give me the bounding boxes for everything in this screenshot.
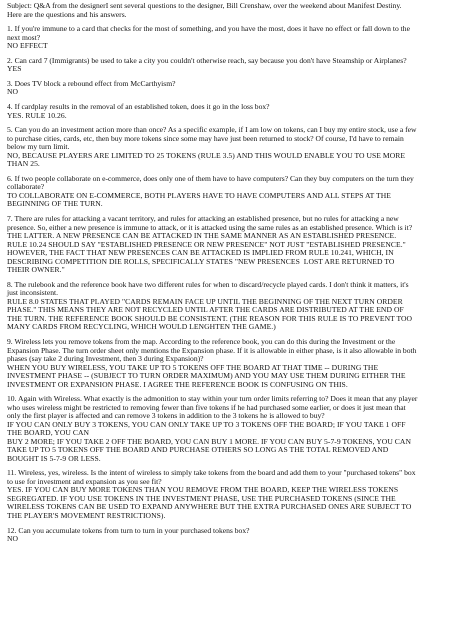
qa-item-7 [7,215,445,275]
answer-text: YES. IF YOU CAN BUY MORE TOKENS THAN YOU REMOVE FROM THE BOARD, KEEP THE WIRELESS TOKENS SEGREGATED. IF YOU USE TOKENS IN THE INVESTMENT PHASE, USE THE PURCHASED TOKENS (SINCE THE WIRELESS TOKENS CAN BE USED TO EXPAND ANYWHERE BUT THE EXTRA PURCHASED ONES ARE SUBJECT TO THE PLAYER'S MOVEMENT RESTRICTIONS). [7,485,412,520]
email-intro: Subject: Q&A from the designerI sent several questions to the designer, Bill Crenshaw, over the weekend about Manifest Destiny. Here are the questions and his answers. [7,1,402,19]
answer-text: WHEN YOU BUY WIRELESS, YOU TAKE UP TO 5 TOKENS OFF THE BOARD AT THAT TIME -- DURING THE INVESTMENT PHASE -- (SUBJECT TO TURN ORDER MAXIMUM) AND YOU MAY USE THEM DURING EITHER THE INVESTMENT OR EXPANSION PHASE. I AGREE THE REFERENCE BOOK IS CONFUSING ON THIS. [7,362,406,389]
question-text: 3. Does TV block a rebound effect from McCarthyism? [7,78,176,88]
qa-item-11 [7,469,445,520]
question-text: 8. The rulebook and the reference book have two different rules for when to discard/recycle played cards. I don't think it matters, it's just inconsistent. [7,279,409,298]
question-text: 9. Wireless lets you remove tokens from the map. According to the reference book, you can do this during the Investment or the Expansion Phase. The turn order sheet only mentions the Expansion phase. If it is allowable in either phase, is it also allowable in both phases (say take 2 during Investment, then 3 during Expansion)? [7,337,417,363]
answer-text: NO, BECAUSE PLAYERS ARE LIMITED TO 25 TOKENS (RULE 3.5) AND THIS WOULD ENABLE YOU TO USE MORE THAN 25. [7,150,406,169]
answer-text: YES [7,64,22,74]
answer-text: YES. RULE 10.26. [7,110,67,120]
answer-text: RULE 8.0 STATES THAT PLAYED "CARDS REMAIN FACE UP UNTIL THE BEGINNING OF THE NEXT TURN ORDER PHASE." THIS MEANS THEY ARE NOT RECYCLED UNTIL AFTER THE CARDS ARE DISTRIBUTED AT THE END OF THE TURN. THE REFERENCE BOOK SHOULD BE CONSISTENT. (THE REASON FOR THIS RULE IS TO PREVENT TOO MANY CARDS FROM RECYCLING, WHICH WOULD LENGHTEN THE GAME.) [7,296,413,332]
question-text: 10. Again with Wireless. What exactly is the admonition to stay within your turn order limits referring to? Does it mean that any player who uses wireless might be restricted to removing fewer than five tokens if he had purchased some earlier, or does it just mean that only the first player is affected and can remove 3 tokens in addition to the 3 tokens he is allowed to buy? [7,394,418,421]
answer-text: NO [7,87,19,97]
answer-text: TO COLLABORATE ON E-COMMERCE, BOTH PLAYERS HAVE TO HAVE COMPUTERS AND ALL STEPS AT THE BEGINNING OF THE TURN. [7,190,391,209]
qa-item-1 [7,25,445,51]
question-text: 5. Can you do an investment action more than once? As a specific example, if I am low on tokens, can I buy my entire stock, use a few to purchase cities, cards, etc, then buy more tokens since some may have just been returned to stock? Of course, I'd have to remain below my turn limit. [7,125,417,152]
qa-item-4 [7,103,445,120]
qa-item-12 [7,527,445,544]
qa-item-3 [7,80,445,97]
question-text: 1. If you're immune to a card that checks for the most of something, and you have the most, does it have no effect or fall down to the next most? [7,24,410,42]
qa-item-10 [7,395,445,463]
answer-text: IF YOU CAN ONLY BUY 3 TOKENS, YOU CAN ONLY TAKE UP TO 3 TOKENS OFF THE BOARD; IF YOU TAKE 1 OFF THE BOARD, YOU CAN BUY 2 MORE; IF YOU TAKE 2 OFF THE BOARD, YOU CAN BUY 1 MORE. IF YOU CAN BUY 5-7-9 TOKENS, YOU CAN TAKE UP TO 5 TOKENS OFF THE BOARD AND PURCHASE OTHERS SO LONG AS THE TOTAL REMOVED AND BOUGHT IS 5-7-9 OR LESS. [7,419,411,463]
qa-item-2 [7,57,445,74]
question-text: 12. Can you accumulate tokens from turn to turn in your purchased tokens box? [7,525,250,535]
answer-text: NO EFFECT [7,41,48,50]
qa-item-5 [7,126,445,169]
answer-text: NO [7,534,19,544]
question-text: 7. There are rules for attacking a vacant territory, and rules for attacking an established presence, but no rules for attacking a new presence. So, either a new presence is immune to attack, or it is attacked using the same rules as an established presence. Which is it? [7,214,413,232]
question-text: 6. If two people collaborate on e-commerce, does only one of them have to have computers? Can they buy computers on the turn they collaborate? [7,173,414,192]
qa-item-8 [7,281,445,332]
qa-item-9 [7,338,445,389]
question-text: 2. Can card 7 (Immigrants) be used to take a city you couldn't otherwise reach, say because you don't have Steamship or Airplanes? [7,55,407,65]
answer-text: THE LATTER. A NEW PRESENCE CAN BE ATTACKED IN THE SAME MANNER AS AN ESTABLISHED PRESENCE. RULE 10.24 SHOULD SAY "ESTABLISHED PRESENCE OR NEW PRESENCE" NOT JUST "ESTABLISHED PRESENCE." HOWEVER, THE FACT THAT NEW PRESENCES CAN BE ATTACKED IS IMPLIED FROM RULE 10.241, WHICH, IN DESCRIBING COMPETITION DIE ROLLS, SPECIFICALLY STATES "NEW PRESENCES LOST ARE RETURNED TO THEIR OWNER." [7,231,406,275]
question-text: 11. Wireless, yes, wireless. Is the intent of wireless to simply take tokens from the board and add them to your "purchased tokens" box to use for investment and expansion as you see fit? [7,468,416,486]
qa-item-6 [7,175,445,209]
question-text: 4. If cardplay results in the removal of an established token, does it go in the loss box? [7,102,270,112]
